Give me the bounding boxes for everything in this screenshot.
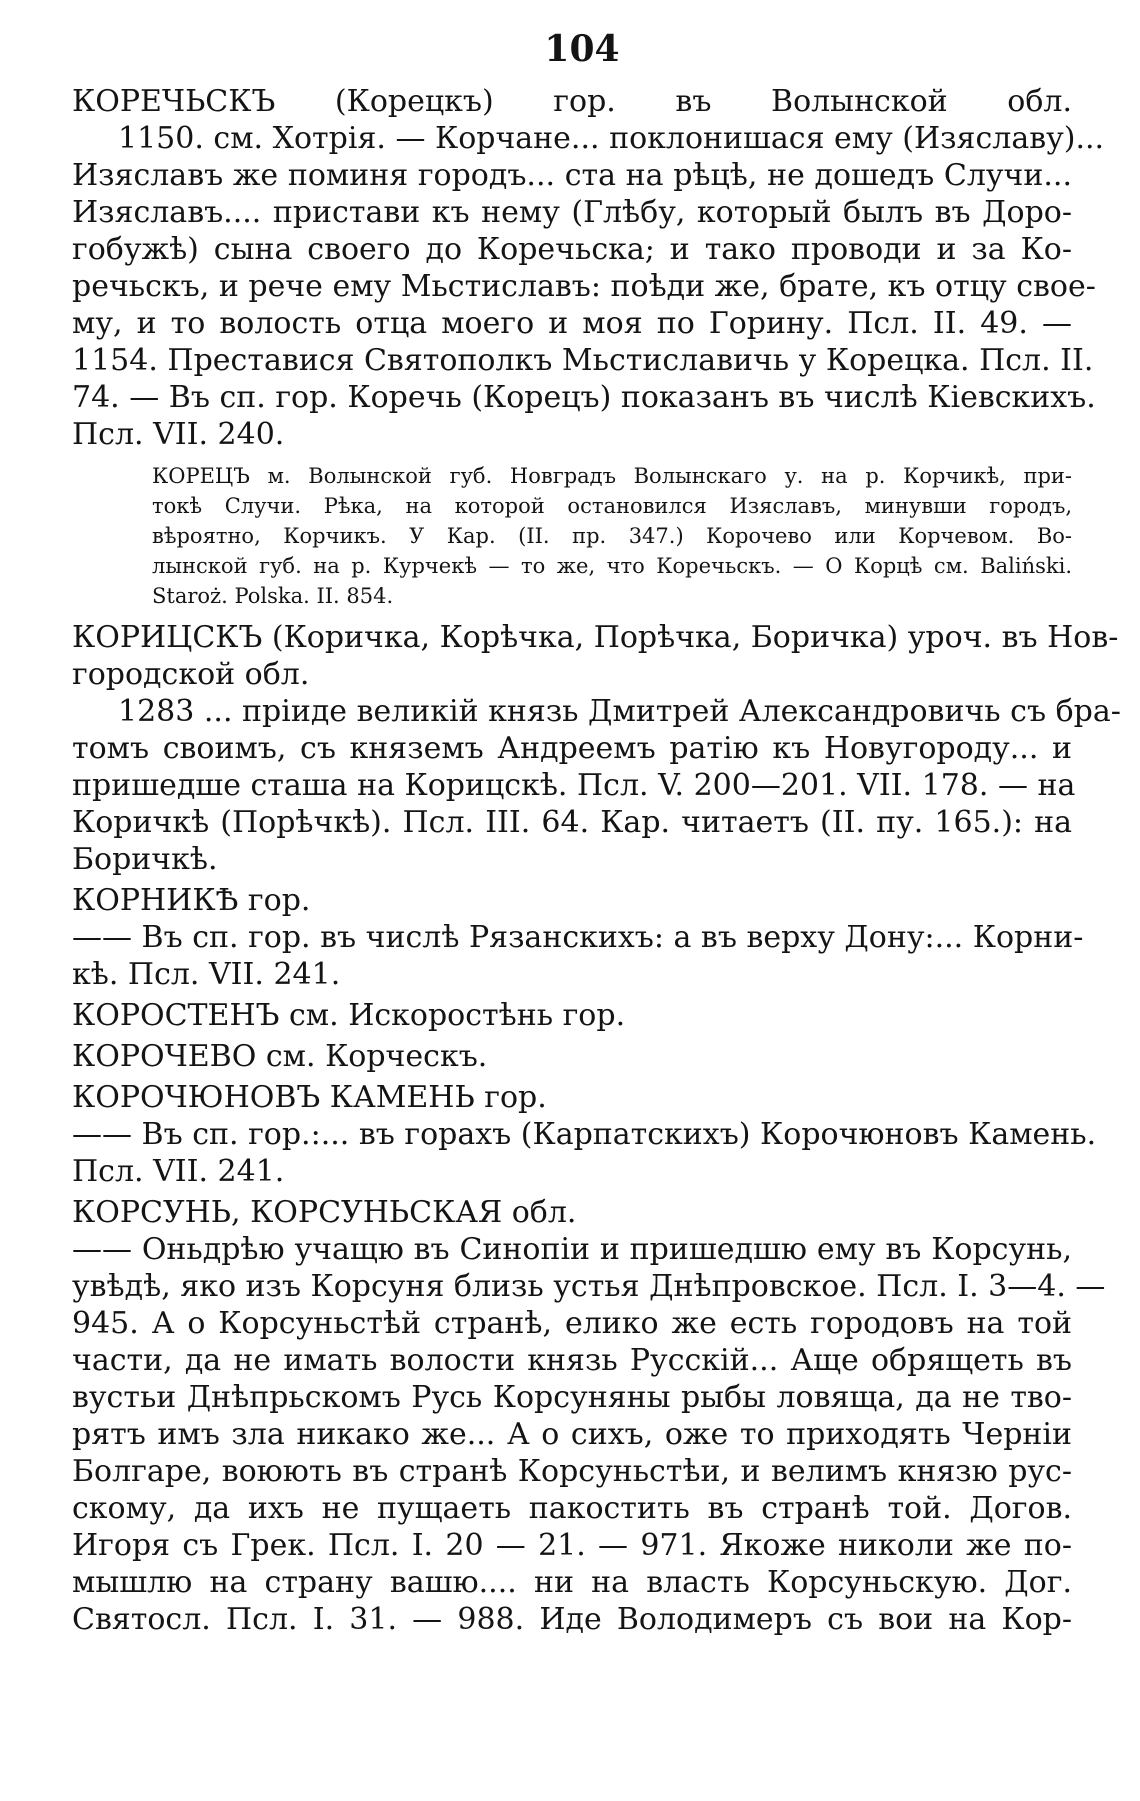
entry-headline: КОРЕЧЬСКЪ (Корецкъ) гор. въ Волынской обл. xyxy=(72,84,1072,120)
text-line: мышлю на страну вашю.... ни на власть Корсуньскую. Дог. xyxy=(72,1565,1072,1601)
text-line: Изяславъ же поминя городъ... ста на рѣцѣ, не дошедъ Случи... xyxy=(72,158,1072,194)
entry-kornike xyxy=(72,882,1084,993)
text-line: Коричкѣ (Порѣчкѣ). Псл. III. 64. Кар. читаетъ (II. пу. 165.): на xyxy=(72,805,1072,841)
text-line: скому, да ихъ не пущаеть пакостить въ странѣ той. Догов. xyxy=(72,1491,1072,1527)
entry-korosten xyxy=(72,997,1072,1034)
entry-korochevo xyxy=(72,1038,1072,1075)
text-line: городской обл. xyxy=(72,657,310,693)
text-line: вустьи Днѣпрьскомъ Русь Корсуняны рыбы ловяща, да не тво- xyxy=(72,1380,1072,1416)
text-line: Псл. VII. 240. xyxy=(72,417,285,453)
text-line: Псл. VII. 241. xyxy=(72,1154,285,1190)
text-line: кѣ. Псл. VII. 241. xyxy=(72,957,341,993)
text-line: увѣдѣ, яко изъ Корсуня близь устья Днѣпровское. Псл. I. 3—4. — xyxy=(72,1269,1106,1305)
text-line: 1154. Преставися Святополкъ Мьстиславичь у Корецка. Псл. II. xyxy=(72,343,1094,379)
entry-korochyunov-kamen xyxy=(72,1079,1097,1190)
text-line: —— Оньдрѣю учащю въ Синопіи и пришедшю ему въ Корсунь, xyxy=(72,1232,1072,1268)
text-line: пришедше сташа на Корицскѣ. Псл. V. 200—201. VII. 178. — на xyxy=(72,768,1076,804)
dictionary-page xyxy=(72,28,1121,1638)
text-line: Болгаре, воюють въ странѣ Корсуньстѣи, и велимъ князю рус- xyxy=(72,1454,1072,1490)
text-line: гобужѣ) сына своего до Коречьска; и тако проводи и за Ко- xyxy=(72,232,1072,268)
entry-koritsk xyxy=(72,619,1121,878)
text-line: Святосл. Псл. I. 31. — 988. Иде Володимеръ съ вои на Кор- xyxy=(72,1602,1072,1638)
text-line: 74. — Въ сп. гор. Коречь (Корецъ) показанъ въ числѣ Кіевскихъ. xyxy=(72,380,1096,416)
text-line: Игоря съ Грек. Псл. I. 20 — 21. — 971. Якоже николи же по- xyxy=(72,1528,1072,1564)
text-line: 945. А о Корсуньстѣй странѣ, елико же есть городовъ на той xyxy=(72,1306,1072,1342)
note-line: КОРЕЦЪ м. Волынской губ. Новградъ Волынскаго у. на р. Корчикѣ, при- xyxy=(152,464,1072,489)
entry-korsun xyxy=(72,1194,1106,1638)
footnote-korets xyxy=(72,461,1072,611)
note-line: лынской губ. на р. Курчекѣ — то же, что Коречьскъ. — О Корцѣ см. Baliński. xyxy=(152,554,1072,579)
text-line: томъ своимъ, съ княземъ Андреемъ ратію къ Новугороду... и xyxy=(72,731,1072,767)
note-line: вѣроятно, Корчикъ. У Кар. (II. пр. 347.) Корочево или Корчевом. Во- xyxy=(152,524,1072,549)
text-line: рятъ имъ зла никако же... А о сихъ, оже то приходять Черніи xyxy=(72,1417,1072,1453)
page-number: 104 xyxy=(544,28,620,70)
text-line: —— Въ сп. гор. въ числѣ Рязанскихъ: а въ верху Дону:... Корни- xyxy=(72,920,1084,956)
entry-headline: КОРНИКѢ гор. xyxy=(72,883,311,919)
entry-headline: КОРОЧЕВО см. Корческъ. xyxy=(72,1039,488,1075)
text-line: 1283 ... пріиде великій князь Дмитрей Александровичь съ бра- xyxy=(118,694,1121,730)
entry-headline: КОРСУНЬ, КОРСУНЬСКАЯ обл. xyxy=(72,1195,577,1231)
text-line: речьскъ, и рече ему Мьстиславъ: поѣди же, брате, къ отцу свое- xyxy=(72,269,1096,305)
entry-korechsk xyxy=(72,83,1105,611)
entry-headline: КОРОСТЕНЪ см. Искоростѣнь гор. xyxy=(72,998,626,1034)
text-line: Изяславъ.... пристави къ нему (Глѣбу, который былъ въ Доро- xyxy=(72,195,1072,231)
text-line: му, и то волость отца моего и моя по Горину. Псл. II. 49. — xyxy=(72,306,1072,342)
entry-headline: КОРИЦСКЪ (Коричка, Корѣчка, Порѣчка, Боричка) уроч. въ Нов- xyxy=(72,620,1119,656)
text-line: Боричкѣ. xyxy=(72,842,218,878)
text-line: 1150. см. Хотрія. — Корчане... поклонишася ему (Изяславу)... xyxy=(118,121,1105,157)
note-line: токѣ Случи. Рѣка, на которой остановился Изяславъ, минувши городъ, xyxy=(152,494,1072,519)
entry-headline: КОРОЧЮНОВЪ КАМЕНЬ гор. xyxy=(72,1080,547,1116)
text-line: —— Въ сп. гор.:... въ горахъ (Карпатскихъ) Корочюновъ Камень. xyxy=(72,1117,1097,1153)
note-line: Staroż. Polska. II. 854. xyxy=(152,584,394,609)
text-line: части, да не имать волости князь Русскій... Аще обрящеть въ xyxy=(72,1343,1072,1379)
